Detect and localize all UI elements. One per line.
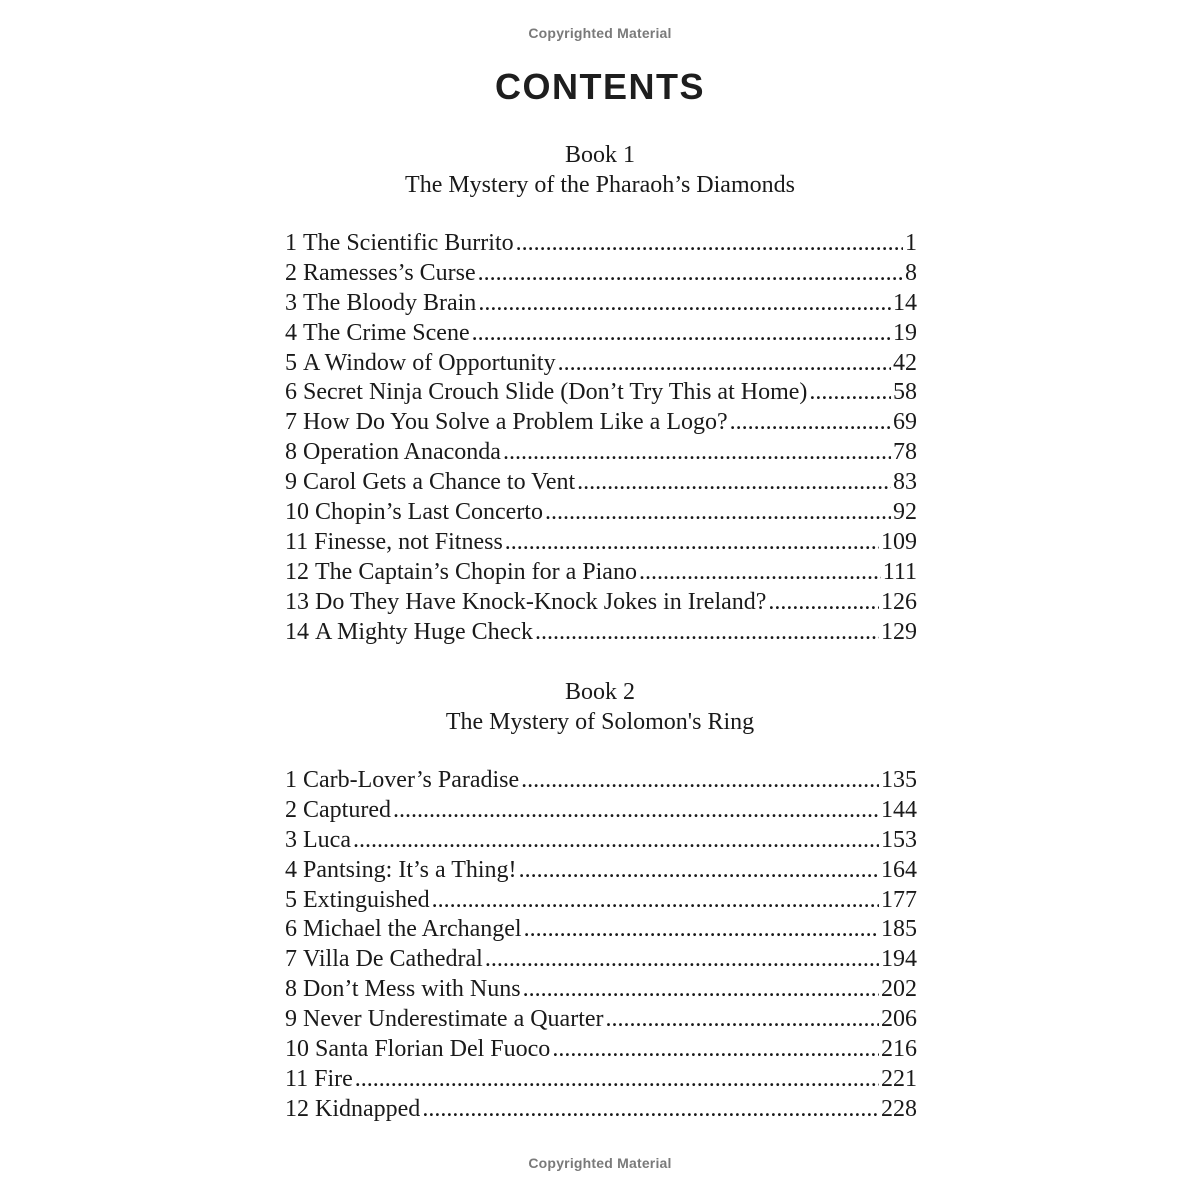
chapter-page-number: 206 — [881, 1006, 917, 1033]
toc-entry — [285, 796, 917, 826]
chapter-number: 1 — [285, 230, 297, 256]
chapter-page-number: 111 — [882, 558, 917, 585]
chapter-title: The Crime Scene — [303, 319, 470, 346]
dot-leader — [485, 945, 879, 975]
chapter-page-number: 177 — [881, 886, 917, 913]
dot-leader — [730, 408, 891, 438]
dot-leader — [535, 618, 879, 648]
book-1-label: Book 1 — [564, 142, 635, 168]
chapter-title: Do They Have Knock-Knock Jokes in Ireland? — [315, 588, 767, 615]
toc-entry — [285, 1005, 917, 1035]
chapter-number: 7 — [285, 946, 297, 973]
chapter-title: A Mighty Huge Check — [315, 618, 533, 645]
chapter-page-number: 221 — [881, 1065, 917, 1092]
chapter-title: The Scientific Burrito — [303, 230, 514, 256]
chapter-number: 6 — [285, 379, 297, 406]
chapter-page-number: 126 — [881, 588, 917, 615]
chapter-title: Captured — [303, 796, 391, 823]
dot-leader — [577, 468, 891, 498]
chapter-number: 4 — [285, 319, 297, 346]
chapter-title: Santa Florian Del Fuoco — [315, 1036, 551, 1063]
chapter-number: 11 — [285, 528, 309, 555]
chapter-number: 10 — [285, 1036, 309, 1063]
chapter-page-number: 109 — [881, 528, 917, 555]
book-1-subtitle: The Mystery of the Pharaoh’s Diamonds — [405, 172, 795, 198]
chapter-number: 12 — [285, 558, 309, 585]
toc-entry — [285, 975, 917, 1005]
toc-entry — [285, 588, 917, 618]
book-2-label: Book 2 — [564, 679, 635, 705]
toc-entry — [285, 498, 917, 528]
toc-entry — [285, 408, 917, 438]
chapter-page-number: 202 — [881, 976, 917, 1003]
chapter-page-number: 42 — [893, 349, 917, 376]
chapter-number: 2 — [285, 796, 297, 823]
dot-leader — [768, 588, 879, 618]
toc-entry — [285, 259, 917, 289]
chapter-number: 2 — [285, 259, 297, 286]
toc-entry — [285, 826, 917, 856]
chapter-title: Ramesses’s Curse — [303, 259, 476, 286]
chapter-title: Secret Ninja Crouch Slide (Don’t Try This at Home) — [303, 379, 808, 406]
chapter-number: 9 — [285, 1006, 297, 1033]
chapter-number: 12 — [285, 1095, 309, 1122]
chapter-page-number: 144 — [881, 796, 917, 823]
dot-leader — [432, 886, 879, 916]
chapter-page-number: 14 — [893, 289, 917, 316]
chapter-number: 10 — [285, 499, 309, 526]
chapter-page-number: 1 — [905, 230, 917, 256]
chapter-title: Chopin’s Last Concerto — [315, 499, 543, 526]
chapter-number: 3 — [285, 826, 297, 853]
dot-leader — [478, 259, 903, 289]
dot-leader — [503, 438, 891, 468]
chapter-number: 7 — [285, 409, 297, 436]
chapter-title: Villa De Cathedral — [303, 946, 483, 973]
chapter-page-number: 153 — [881, 826, 917, 853]
dot-leader — [521, 766, 879, 796]
dot-leader — [353, 826, 879, 856]
toc-entry — [285, 558, 917, 588]
chapter-page-number: 83 — [893, 469, 917, 496]
copyright-notice-bottom: Copyrighted Material — [528, 1155, 672, 1171]
chapter-number: 11 — [285, 1065, 309, 1092]
chapter-number: 3 — [285, 289, 297, 316]
chapter-title: Operation Anaconda — [303, 439, 501, 466]
chapter-page-number: 69 — [893, 409, 917, 436]
chapter-page-number: 19 — [893, 319, 917, 346]
dot-leader — [505, 528, 879, 558]
toc-entry — [285, 856, 917, 886]
dot-leader — [519, 856, 879, 886]
dot-leader — [639, 558, 881, 588]
book-2-subtitle: The Mystery of Solomon's Ring — [445, 709, 755, 735]
toc-entry — [285, 349, 917, 379]
chapter-title: How Do You Solve a Problem Like a Logo? — [303, 409, 728, 436]
dot-leader — [422, 1095, 879, 1125]
toc-entry — [285, 319, 917, 349]
chapter-title: The Bloody Brain — [303, 289, 477, 316]
book-2-chapter-list — [285, 766, 917, 1125]
chapter-page-number: 58 — [893, 379, 917, 406]
chapter-number: 13 — [285, 588, 309, 615]
dot-leader — [606, 1005, 879, 1035]
chapter-number: 9 — [285, 469, 297, 496]
toc-entry — [285, 289, 917, 319]
chapter-number: 5 — [285, 349, 297, 376]
chapter-title: Michael the Archangel — [303, 916, 522, 943]
toc-entry — [285, 1065, 917, 1095]
toc-entry — [285, 468, 917, 498]
toc-entry — [285, 438, 917, 468]
chapter-number: 8 — [285, 976, 297, 1003]
chapter-page-number: 164 — [881, 856, 917, 883]
toc-entry — [285, 1095, 917, 1125]
dot-leader — [545, 498, 891, 528]
dot-leader — [516, 229, 903, 259]
chapter-page-number: 129 — [881, 618, 917, 645]
chapter-page-number: 78 — [893, 439, 917, 466]
toc-entry — [285, 945, 917, 975]
chapter-page-number: 92 — [893, 499, 917, 526]
book-2-heading — [0, 677, 1200, 737]
dot-leader — [355, 1065, 879, 1095]
chapter-title: Finesse, not Fitness — [314, 528, 503, 555]
book-1-chapter-list — [285, 229, 917, 647]
chapter-number: 14 — [285, 618, 309, 645]
dot-leader — [523, 975, 879, 1005]
chapter-page-number: 185 — [881, 916, 917, 943]
toc-entry — [285, 886, 917, 916]
chapter-title: Extinguished — [303, 886, 430, 913]
chapter-page-number: 194 — [881, 946, 917, 973]
dot-leader — [558, 349, 891, 379]
chapter-title: Pantsing: It’s a Thing! — [303, 856, 517, 883]
chapter-title: Kidnapped — [315, 1095, 421, 1122]
copyright-notice-top: Copyrighted Material — [528, 25, 672, 41]
chapter-title: Luca — [303, 826, 351, 853]
page-title: CONTENTS — [495, 66, 705, 107]
dot-leader — [393, 796, 879, 826]
chapter-page-number: 135 — [881, 767, 917, 793]
chapter-page-number: 216 — [881, 1036, 917, 1063]
toc-entry — [285, 766, 917, 796]
chapter-title: The Captain’s Chopin for a Piano — [315, 558, 637, 585]
book-1-heading — [0, 140, 1200, 200]
chapter-number: 6 — [285, 916, 297, 943]
toc-entry — [285, 528, 917, 558]
dot-leader — [478, 289, 891, 319]
chapter-title: Fire — [314, 1065, 353, 1092]
chapter-title: Carb-Lover’s Paradise — [303, 767, 520, 793]
dot-leader — [809, 378, 891, 408]
chapter-page-number: 8 — [905, 259, 917, 286]
dot-leader — [472, 319, 891, 349]
toc-entry — [285, 1035, 917, 1065]
chapter-number: 8 — [285, 439, 297, 466]
chapter-number: 4 — [285, 856, 297, 883]
chapter-title: Carol Gets a Chance to Vent — [303, 469, 576, 496]
chapter-number: 1 — [285, 767, 297, 793]
chapter-page-number: 228 — [881, 1095, 917, 1122]
toc-entry — [285, 378, 917, 408]
chapter-title: Never Underestimate a Quarter — [303, 1006, 604, 1033]
dot-leader — [524, 915, 879, 945]
toc-entry — [285, 229, 917, 259]
chapter-number: 5 — [285, 886, 297, 913]
toc-entry — [285, 618, 917, 648]
toc-entry — [285, 915, 917, 945]
dot-leader — [552, 1035, 879, 1065]
chapter-title: A Window of Opportunity — [303, 349, 556, 376]
chapter-title: Don’t Mess with Nuns — [303, 976, 521, 1003]
